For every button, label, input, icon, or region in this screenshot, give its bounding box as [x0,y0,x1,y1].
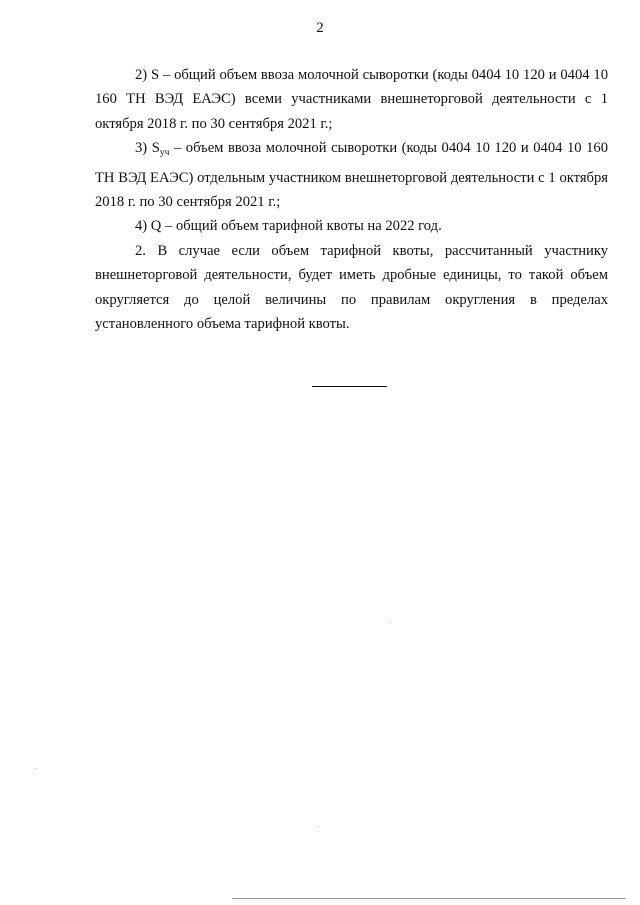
item-3-symbol: S [151,140,160,157]
item-2-symbol: S [151,67,160,83]
document-body [95,63,608,336]
scan-speck [35,768,36,769]
scan-speck [390,622,391,623]
item-3-number: 3) [135,140,148,157]
paragraph-point-2: 2. В случае если объем тарифной квоты, рассчитанный участнику внешнеторговой деятельности, будет иметь дробные единицы, то такой объем округляется до целой величины по правилам округления в пределах установленного объема тарифной квоты. [95,242,608,333]
paragraph-item-4: 4) Q – общий объем тарифной квоты на 2022 год. [135,218,442,235]
paragraph-item-3 [95,136,608,214]
scan-speck [318,826,319,827]
item-2-text: – общий объем ввоза молочной сыворотки (коды 0404 10 120 и 0404 10 160 ТН ВЭД ЕАЭС) всеми участниками внешнеторговой деятельности с 1 октября 2018 г. по 30 сентября 2021 г.; [95,67,608,132]
page-number: 2 [316,20,324,36]
scan-bottom-edge [232,898,626,899]
item-3-text: – объем ввоза молочной сыворотки (коды 0404 10 120 и 0404 10 160 ТН ВЭД ЕАЭС) отдельным участником внешнеторговой деятельности с 1 октября 2018 г. по 30 сентября 2021 г.; [95,140,608,211]
item-3-subscript: уч [159,148,170,159]
closing-rule [312,386,387,387]
item-2-number: 2) [135,67,148,83]
paragraph-item-2 [95,63,608,136]
